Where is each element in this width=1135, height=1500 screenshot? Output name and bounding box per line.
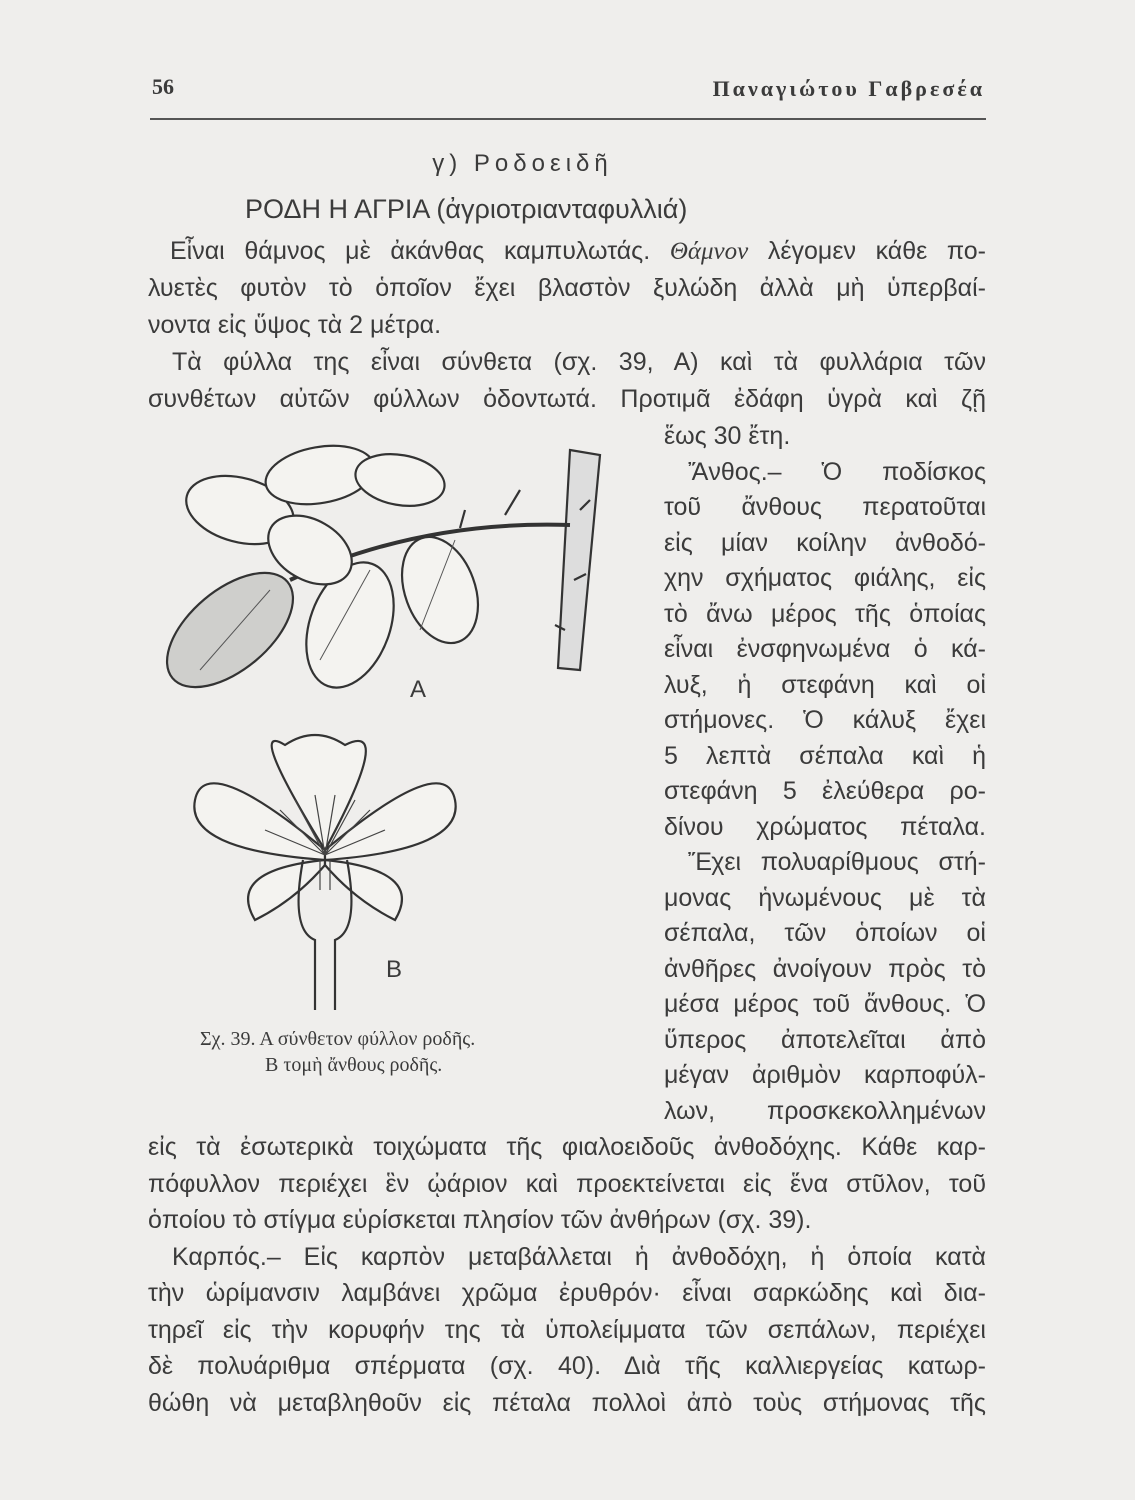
figure-label-a: Α xyxy=(410,676,427,703)
page-title: ΡΟΔΗ Η ΑΓΡΙΑ (ἀγριοτριανταφυλλιά) xyxy=(245,194,688,224)
right-column-line: Ἄνθος.– Ὁ ποδίσκος xyxy=(688,457,986,486)
paragraph-line xyxy=(148,234,986,268)
text-span: Εἶναι θάμνος μὲ ἀκάνθας καμπυλωτάς. xyxy=(170,237,651,265)
right-column-line: εἰς μίαν κοίλην ἀνθοδό- xyxy=(664,528,986,557)
right-column-line: σέπαλα, τῶν ὁποίων οἱ xyxy=(664,919,986,947)
paragraph-line: Τὰ φύλλα της εἶναι σύνθετα (σχ. 39, Α) καὶ τὰ φυλλάρια τῶν xyxy=(172,348,986,376)
paragraph-line: νοντα εἰς ὕψος τὰ 2 μέτρα. xyxy=(148,311,442,339)
right-column-line: τὸ ἄνω μέρος τῆς ὁποίας xyxy=(664,599,986,628)
right-column-line: χην σχήματος φιάλης, εἰς xyxy=(664,564,986,592)
right-column-line: ὕπερος ἀποτελεῖται ἀπὸ xyxy=(664,1025,986,1054)
right-column-line: μονας ἡνωμένους μὲ τὰ xyxy=(664,883,986,912)
right-column-line: 5 λεπτὰ σέπαλα καὶ ἡ xyxy=(664,741,986,770)
right-column-line: στεφάνη 5 ἐλεύθερα ρο- xyxy=(664,777,986,805)
section-label-text: γ) Ροδοειδῆ xyxy=(432,150,613,177)
figure-caption-line-2: Β τομὴ ἄνθους ροδῆς. xyxy=(265,1054,443,1076)
right-column-line: τοῦ ἄνθους περατοῦται xyxy=(664,493,986,521)
right-column-line: ἕως 30 ἔτη. xyxy=(664,422,791,450)
right-column-line: μέγαν ἀριθμὸν καρποφύλ- xyxy=(664,1061,986,1089)
right-column-line: μέσα μέρος τοῦ ἄνθους. Ὁ xyxy=(664,990,986,1018)
section-label xyxy=(0,150,1135,178)
right-column-line: ἀνθῆρες ἀνοίγουν πρὸς τὸ xyxy=(664,954,986,983)
figure-label-b: Β xyxy=(386,956,403,983)
bottom-paragraph-line: εἰς τὰ ἐσωτερικὰ τοιχώματα τῆς φιαλοειδοῦς ἀνθοδόχης. Κάθε καρ- xyxy=(148,1133,986,1161)
bottom-paragraph-line: τὴν ὡρίμανσιν λαμβάνει χρῶμα ἐρυθρόν· εἶναι σαρκώδης καὶ δια- xyxy=(148,1279,986,1307)
header-rule xyxy=(150,118,986,120)
bottom-paragraph-line: ὁποίου τὸ στίγμα εὑρίσκεται πλησίον τῶν ἀνθήρων (σχ. 39). xyxy=(148,1206,812,1234)
right-column-line: στήμονες. Ὁ κάλυξ ἔχει xyxy=(664,706,986,734)
figure-b-flower-section-drawing xyxy=(185,730,465,1010)
figure-a-compound-leaf-drawing xyxy=(160,430,640,730)
figure-caption-line-1: Σχ. 39. Α σύνθετον φύλλον ροδῆς. xyxy=(200,1028,476,1050)
bottom-paragraph-line: δὲ πολυάριθμα σπέρματα (σχ. 40). Διὰ τῆς καλλιεργείας κατωρ- xyxy=(148,1352,986,1380)
paragraph-line: λυετὲς φυτὸν τὸ ὁποῖον ἔχει βλαστὸν ξυλώδη ἀλλὰ μὴ ὑπερβαί- xyxy=(148,274,986,302)
right-column-line: δίνου χρώματος πέταλα. xyxy=(664,812,986,841)
text-span: λέγομεν κάθε πο- xyxy=(767,237,987,265)
right-column-line: λυξ, ἡ στεφάνη καὶ οἱ xyxy=(664,670,986,699)
bottom-paragraph-line: θώθη νὰ μεταβληθοῦν εἰς πέταλα πολλοὶ ἀπὸ τοὺς στήμονας τῆς xyxy=(148,1388,986,1417)
bottom-paragraph-line: πόφυλλον περιέχει ἓν ᾠάριον καὶ προεκτείνεται εἰς ἕνα στῦλον, τοῦ xyxy=(148,1169,986,1198)
paragraph-line: συνθέτων αὐτῶν φύλλων ὀδοντωτά. Προτιμᾶ ἐδάφη ὑγρὰ καὶ ζῇ xyxy=(148,385,986,413)
right-column-line: εἶναι ἐνσφηνωμένα ὁ κά- xyxy=(664,635,986,663)
page-number: 56 xyxy=(152,74,174,99)
right-column-line: λων, προσκεκολλημένων xyxy=(664,1096,986,1125)
bottom-paragraph-line: τηρεῖ εἰς τὴν κορυφήν της τὰ ὑπολείμματα τῶν σεπάλων, περιέχει xyxy=(148,1315,986,1344)
running-header-author: Παναγιώτου Γαβρεσέα xyxy=(712,76,985,101)
bottom-paragraph-line: Καρπός.– Εἰς καρπὸν μεταβάλλεται ἡ ἀνθοδόχη, ἡ ὁποία κατὰ xyxy=(172,1242,986,1271)
right-column-line: Ἔχει πολυαρίθμους στή- xyxy=(688,848,986,876)
italic-term: Θάμνον xyxy=(669,238,749,265)
